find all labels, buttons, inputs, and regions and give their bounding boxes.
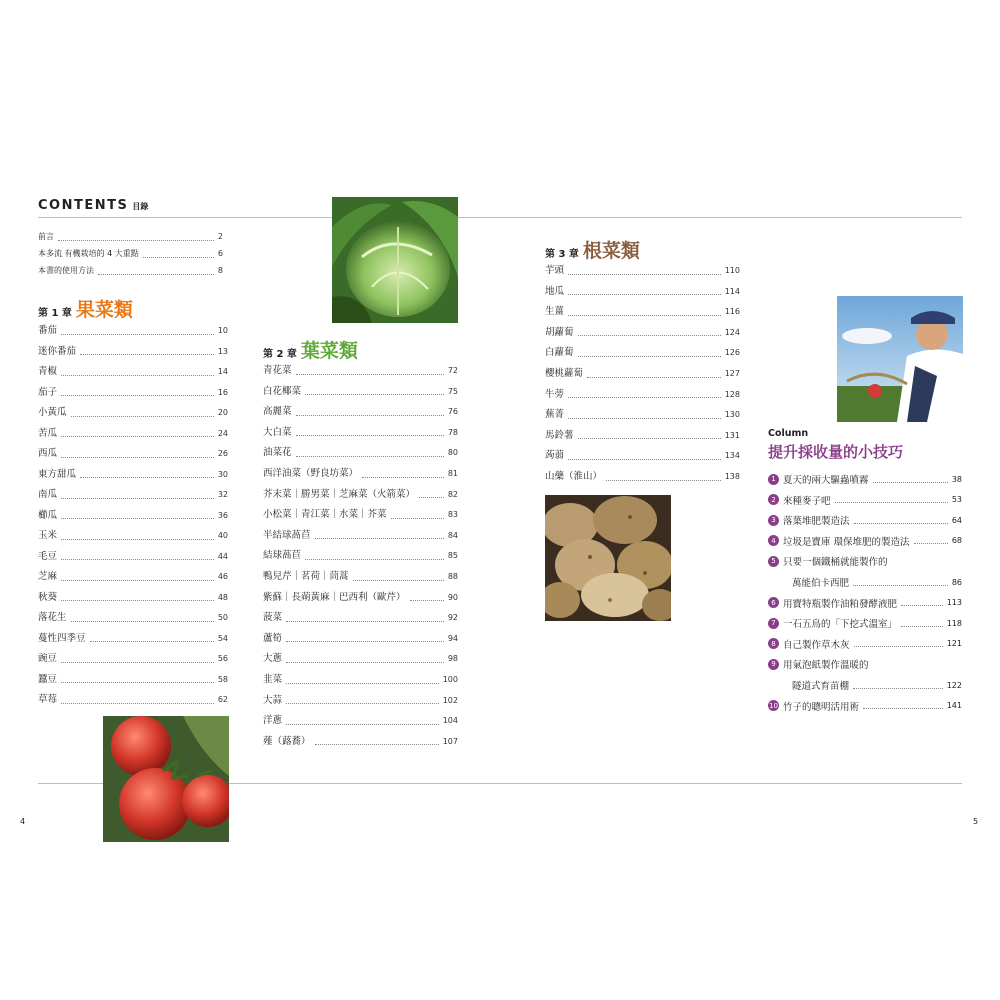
column-number-badge: 2 bbox=[768, 494, 779, 505]
chapter2-title: 葉菜類 bbox=[300, 340, 358, 362]
chapter2-item-label: 半結球萵苣 bbox=[263, 529, 311, 541]
leader-dots bbox=[61, 375, 214, 376]
column-item[interactable] bbox=[768, 616, 962, 630]
chapter2-item-page: 98 bbox=[447, 654, 458, 664]
leader-dots bbox=[61, 600, 214, 601]
leader-dots bbox=[568, 418, 721, 419]
column-item[interactable] bbox=[768, 637, 962, 651]
chapter1-item-label: 蠶豆 bbox=[38, 673, 58, 685]
chapter2-item[interactable] bbox=[263, 489, 458, 501]
chapter1-item[interactable] bbox=[38, 633, 228, 645]
chapter2-item-label: 青花菜 bbox=[263, 365, 292, 376]
leader-dots bbox=[315, 538, 444, 539]
intro-item[interactable] bbox=[38, 248, 223, 260]
leader-dots bbox=[61, 457, 214, 458]
chapter1-item[interactable] bbox=[38, 407, 228, 419]
chapter1-item-label: 南瓜 bbox=[38, 489, 58, 500]
chapter3-item[interactable] bbox=[545, 286, 740, 298]
leader-dots bbox=[71, 621, 214, 622]
chapter3-item[interactable] bbox=[545, 306, 740, 318]
chapter3-item[interactable] bbox=[545, 347, 740, 359]
leader-dots bbox=[391, 518, 444, 519]
leader-dots bbox=[568, 294, 721, 295]
leader-dots bbox=[362, 477, 444, 478]
chapter2-item-page: 81 bbox=[447, 469, 458, 478]
leader-dots bbox=[296, 374, 444, 375]
chapter1-item[interactable] bbox=[38, 530, 228, 542]
column-item-label: 垃圾是寶庫 環保堆肥的製造法 bbox=[783, 536, 910, 548]
column-number-badge: 6 bbox=[768, 597, 779, 608]
intro-item-label: 本書的使用方法 bbox=[38, 266, 94, 275]
leader-dots bbox=[568, 274, 721, 275]
leader-dots bbox=[98, 274, 214, 275]
leader-dots bbox=[568, 459, 721, 460]
leader-dots bbox=[143, 257, 214, 258]
chapter1-item-label: 秋葵 bbox=[38, 591, 58, 603]
chapter1-item[interactable] bbox=[38, 510, 228, 522]
column-item-label: 竹子的聰明活用術 bbox=[783, 701, 860, 713]
leader-dots bbox=[353, 580, 444, 581]
chapter1-item[interactable] bbox=[38, 346, 228, 358]
chapter1-item[interactable] bbox=[38, 592, 228, 604]
chapter1-item-page: 56 bbox=[217, 654, 228, 663]
chapter2-item-page: 94 bbox=[447, 633, 458, 643]
chapter3-heading bbox=[545, 236, 640, 263]
chapter2-item[interactable] bbox=[263, 550, 458, 562]
chapter2-item-page: 84 bbox=[447, 530, 458, 540]
chapter2-item-label: 結球萵苣 bbox=[263, 550, 302, 562]
chapter1-item[interactable] bbox=[38, 612, 228, 624]
column-item-page: 113 bbox=[946, 598, 962, 608]
chapter2-item[interactable] bbox=[263, 530, 458, 542]
chapter3-item[interactable] bbox=[545, 327, 740, 339]
chapter2-item[interactable] bbox=[263, 406, 458, 418]
chapter2-item-page: 72 bbox=[447, 366, 458, 375]
chapter1-item[interactable] bbox=[38, 694, 228, 706]
chapter2-item-page: 107 bbox=[442, 736, 458, 746]
chapter2-item-page: 90 bbox=[447, 592, 458, 602]
chapter3-item-page: 131 bbox=[724, 430, 740, 440]
chapter2-item-page: 76 bbox=[447, 407, 458, 417]
leader-dots bbox=[61, 539, 214, 540]
column-number-badge: 8 bbox=[768, 638, 779, 649]
column-item-label: 萬能伯卡西肥 bbox=[792, 578, 850, 589]
leader-dots bbox=[296, 415, 444, 416]
chapter2-item-page: 88 bbox=[447, 572, 458, 581]
chapter2-item-label: 鴨兒芹｜茗荷｜茼蒿 bbox=[263, 571, 349, 582]
column-item-label: 一石五鳥的「下挖式溫室」 bbox=[783, 619, 898, 631]
intro-item-label: 本多流 有機栽培的 4 大重點 bbox=[38, 249, 139, 258]
intro-item[interactable] bbox=[38, 231, 223, 243]
column-item[interactable] bbox=[768, 678, 962, 692]
chapter3-item-label: 生薑 bbox=[545, 306, 565, 318]
chapter1-item-label: 東方甜瓜 bbox=[38, 468, 77, 480]
leader-dots bbox=[90, 641, 214, 642]
chapter1-item-label: 玉米 bbox=[38, 530, 58, 541]
leader-dots bbox=[578, 438, 721, 439]
leader-dots bbox=[315, 744, 439, 745]
column-item-page: 86 bbox=[951, 577, 962, 587]
chapter1-item-page: 10 bbox=[217, 326, 228, 335]
chapter1-item[interactable] bbox=[38, 674, 228, 686]
chapter2-item[interactable] bbox=[263, 509, 458, 521]
leader-dots bbox=[835, 502, 948, 503]
column-item[interactable] bbox=[768, 534, 962, 548]
column-number-badge: 9 bbox=[768, 659, 779, 670]
leader-dots bbox=[853, 585, 948, 586]
column-number-badge: 5 bbox=[768, 556, 779, 567]
chapter2-item-label: 小松菜｜青江菜｜水菜｜芥菜 bbox=[263, 509, 387, 521]
chapter1-item-page: 62 bbox=[217, 695, 228, 704]
chapter3-item-label: 馬鈴薯 bbox=[545, 429, 574, 441]
leader-dots bbox=[286, 641, 444, 642]
top-rule-left bbox=[38, 217, 332, 218]
column-number-badge: 3 bbox=[768, 515, 779, 526]
chapter3-item-label: 蒟蒻 bbox=[545, 450, 565, 462]
chapter2-item[interactable] bbox=[263, 612, 458, 624]
column-item[interactable] bbox=[768, 699, 962, 713]
farmer-photo bbox=[837, 296, 963, 422]
chapter1-item-page: 40 bbox=[217, 531, 228, 540]
leader-dots bbox=[61, 682, 214, 683]
leader-dots bbox=[61, 436, 214, 437]
column-item-page: 68 bbox=[951, 536, 962, 546]
leader-dots bbox=[61, 334, 214, 335]
chapter3-item[interactable] bbox=[545, 430, 740, 442]
leader-dots bbox=[914, 543, 948, 544]
column-label: Column bbox=[768, 428, 809, 439]
top-rule-right bbox=[458, 217, 962, 218]
chapter3-item-label: 牛蒡 bbox=[545, 388, 565, 400]
chapter1-item-page: 20 bbox=[217, 408, 228, 417]
chapter1-item[interactable] bbox=[38, 551, 228, 563]
column-number-badge: 1 bbox=[768, 474, 779, 485]
leader-dots bbox=[286, 683, 439, 684]
leader-dots bbox=[863, 708, 943, 709]
chapter3-item-page: 134 bbox=[724, 451, 740, 461]
chapter1-item-label: 豌豆 bbox=[38, 653, 58, 664]
leader-dots bbox=[568, 315, 721, 316]
chapter2-item[interactable] bbox=[263, 468, 458, 480]
chapter2-item-label: 紫蘇｜長蒴黃麻｜巴西利（歐芹） bbox=[263, 591, 406, 603]
chapter1-item-label: 西瓜 bbox=[38, 448, 58, 459]
chapter2-item-label: 韭菜 bbox=[263, 674, 283, 685]
chapter3-number: 第 3 章 bbox=[545, 249, 579, 260]
leader-dots bbox=[901, 605, 943, 606]
column-item-page: 121 bbox=[946, 639, 962, 649]
leader-dots bbox=[901, 626, 943, 627]
chapter1-item-page: 30 bbox=[217, 469, 228, 479]
column-number-badge: 10 bbox=[769, 701, 778, 710]
intro-item[interactable] bbox=[38, 265, 223, 277]
column-number-badge: 4 bbox=[768, 535, 779, 546]
chapter1-item[interactable] bbox=[38, 325, 228, 337]
chapter2-item-page: 80 bbox=[447, 448, 458, 458]
column-item-label: 用寶特瓶製作油粕發酵液肥 bbox=[783, 598, 898, 610]
chapter1-item-page: 13 bbox=[217, 346, 228, 356]
chapter2-item-label: 大白菜 bbox=[263, 426, 292, 438]
tomato-photo bbox=[103, 716, 229, 842]
chapter3-item-label: 胡蘿蔔 bbox=[545, 326, 574, 338]
chapter1-item[interactable] bbox=[38, 387, 228, 399]
chapter1-item-label: 芝麻 bbox=[38, 571, 58, 582]
chapter2-item-label: 芥末菜｜勝男菜｜芝麻菜（火箭菜） bbox=[263, 488, 416, 500]
chapter2-item[interactable] bbox=[263, 365, 458, 377]
intro-item-label: 前言 bbox=[38, 232, 54, 241]
chapter1-item[interactable] bbox=[38, 469, 228, 481]
chapter3-item[interactable] bbox=[545, 409, 740, 421]
chapter2-item-label: 蘆筍 bbox=[263, 632, 283, 644]
column-title: 提升採收量的小技巧 bbox=[768, 443, 904, 461]
column-item-label: 用氣泡紙製作溫暖的 bbox=[783, 660, 869, 672]
leader-dots bbox=[578, 335, 721, 336]
leader-dots bbox=[286, 703, 439, 704]
chapter2-item-label: 薤（蕗蕎） bbox=[263, 735, 311, 747]
chapter1-item-page: 16 bbox=[217, 387, 228, 397]
chapter2-item[interactable] bbox=[263, 386, 458, 398]
column-item[interactable] bbox=[768, 513, 962, 527]
chapter1-item-label: 小黃瓜 bbox=[38, 407, 67, 418]
chapter3-item[interactable] bbox=[545, 471, 740, 483]
chapter3-item-page: 128 bbox=[724, 389, 740, 399]
chapter1-item-page: 54 bbox=[217, 633, 228, 643]
column-item[interactable] bbox=[768, 657, 962, 671]
leader-dots bbox=[61, 580, 214, 581]
chapter1-item-label: 草莓 bbox=[38, 694, 58, 705]
chapter3-item[interactable] bbox=[545, 265, 740, 277]
chapter1-title: 果菜類 bbox=[75, 299, 133, 321]
leader-dots bbox=[578, 356, 721, 357]
chapter2-item-label: 白花椰菜 bbox=[263, 385, 302, 397]
chapter3-item-page: 126 bbox=[724, 348, 740, 358]
chapter1-item-page: 58 bbox=[217, 674, 228, 684]
chapter3-item-label: 蕪菁 bbox=[545, 409, 565, 421]
page-number-left: 4 bbox=[20, 817, 26, 826]
column-item[interactable] bbox=[768, 472, 962, 486]
column-item-page: 118 bbox=[946, 618, 962, 628]
chapter2-item-label: 洋蔥 bbox=[263, 715, 283, 727]
chapter2-heading bbox=[263, 336, 358, 363]
chapter2-item-label: 大蔥 bbox=[263, 653, 283, 665]
chapter1-item[interactable] bbox=[38, 571, 228, 583]
column-item-label: 落葉堆肥製造法 bbox=[783, 516, 850, 528]
chapter1-heading bbox=[38, 295, 133, 322]
chapter2-item-label: 大蒜 bbox=[263, 694, 283, 706]
leader-dots bbox=[587, 377, 721, 378]
chapter2-item-page: 85 bbox=[447, 551, 458, 561]
leader-dots bbox=[61, 395, 214, 396]
leader-dots bbox=[854, 646, 943, 647]
chapter3-item-page: 138 bbox=[724, 472, 740, 481]
leader-dots bbox=[286, 662, 444, 663]
chapter3-title: 根菜類 bbox=[582, 240, 640, 262]
leader-dots bbox=[58, 240, 214, 241]
contents-subtitle: 目錄 bbox=[132, 202, 149, 211]
page-number-right: 5 bbox=[973, 817, 979, 826]
chapter2-item[interactable] bbox=[263, 571, 458, 583]
chapter3-item-page: 116 bbox=[724, 307, 740, 317]
column-item-page: 122 bbox=[946, 680, 962, 690]
leader-dots bbox=[80, 354, 214, 355]
chapter1-item[interactable] bbox=[38, 448, 228, 460]
chapter1-item-page: 36 bbox=[217, 510, 228, 520]
leader-dots bbox=[286, 724, 439, 725]
leader-dots bbox=[305, 559, 444, 560]
chapter2-item[interactable] bbox=[263, 653, 458, 665]
leader-dots bbox=[296, 435, 444, 436]
leader-dots bbox=[61, 559, 214, 560]
chapter2-item-page: 83 bbox=[447, 510, 458, 520]
chapter1-item[interactable] bbox=[38, 653, 228, 665]
column-item[interactable] bbox=[768, 554, 962, 568]
leader-dots bbox=[61, 518, 214, 519]
chapter3-item[interactable] bbox=[545, 389, 740, 401]
leader-dots bbox=[853, 688, 943, 689]
chapter1-item-page: 48 bbox=[217, 592, 228, 602]
chapter1-item-page: 24 bbox=[217, 428, 228, 438]
intro-item-page: 2 bbox=[217, 232, 223, 241]
chapter3-item-page: 114 bbox=[724, 286, 740, 296]
chapter2-item[interactable] bbox=[263, 427, 458, 439]
leader-dots bbox=[61, 662, 214, 663]
chapter3-item-page: 110 bbox=[724, 266, 740, 275]
chapter1-item-page: 46 bbox=[217, 572, 228, 581]
column-item-label: 來種麥子吧 bbox=[783, 495, 831, 507]
leader-dots bbox=[568, 397, 721, 398]
chapter1-item-page: 14 bbox=[217, 367, 228, 376]
leader-dots bbox=[296, 456, 444, 457]
leader-dots bbox=[61, 498, 214, 499]
leader-dots bbox=[71, 416, 214, 417]
column-item-page: 38 bbox=[951, 474, 962, 484]
chapter2-item[interactable] bbox=[263, 695, 458, 707]
chapter2-item-page: 78 bbox=[447, 427, 458, 437]
chapter2-number: 第 2 章 bbox=[263, 349, 297, 360]
leader-dots bbox=[305, 394, 444, 395]
intro-item-page: 6 bbox=[217, 249, 223, 258]
chapter1-item-page: 44 bbox=[217, 551, 228, 561]
chapter2-item-page: 92 bbox=[447, 613, 458, 623]
leader-dots bbox=[61, 703, 214, 704]
column-item[interactable] bbox=[768, 596, 962, 610]
leader-dots bbox=[854, 523, 948, 524]
column-item-label: 只要一個鐵桶就能製作的 bbox=[783, 557, 888, 569]
chapter2-item[interactable] bbox=[263, 736, 458, 748]
chapter3-item[interactable] bbox=[545, 368, 740, 380]
intro-item-page: 8 bbox=[217, 266, 223, 275]
chapter2-item-page: 104 bbox=[442, 716, 458, 726]
chapter1-number: 第 1 章 bbox=[38, 308, 72, 319]
chapter2-item[interactable] bbox=[263, 715, 458, 727]
chapter1-item-page: 26 bbox=[217, 449, 228, 458]
chapter3-item-page: 130 bbox=[724, 410, 740, 420]
leader-dots bbox=[873, 482, 948, 483]
column-item-page: 64 bbox=[951, 515, 962, 525]
chapter1-item-label: 落花生 bbox=[38, 612, 67, 623]
leader-dots bbox=[80, 477, 214, 478]
column-item-label: 夏天的兩大驅蟲噴霧 bbox=[783, 475, 869, 486]
chapter1-item-label: 番茄 bbox=[38, 325, 58, 336]
chapter1-item-page: 32 bbox=[217, 490, 228, 499]
chapter3-item-label: 地瓜 bbox=[545, 285, 565, 297]
chapter2-item-label: 西洋油菜（野良坊菜） bbox=[263, 468, 359, 479]
chapter1-item-label: 迷你番茄 bbox=[38, 345, 77, 357]
leader-dots bbox=[286, 621, 444, 622]
chapter3-item[interactable] bbox=[545, 450, 740, 462]
chapter2-item-page: 100 bbox=[442, 675, 458, 684]
chapter1-item-label: 青椒 bbox=[38, 366, 58, 377]
column-item[interactable] bbox=[768, 493, 962, 507]
chapter2-item[interactable] bbox=[263, 592, 458, 604]
chapter2-item[interactable] bbox=[263, 674, 458, 686]
column-item-page: 141 bbox=[946, 701, 962, 711]
column-item-page: 53 bbox=[951, 495, 962, 505]
chapter2-item[interactable] bbox=[263, 633, 458, 645]
column-number-badge: 7 bbox=[768, 618, 779, 629]
chapter1-item[interactable] bbox=[38, 489, 228, 501]
column-item-label: 自己製作草木灰 bbox=[783, 639, 850, 651]
chapter2-item-page: 102 bbox=[442, 695, 458, 705]
contents-title: CONTENTS bbox=[38, 198, 129, 213]
chapter3-item-page: 124 bbox=[724, 327, 740, 337]
chapter3-item-label: 櫻桃蘿蔔 bbox=[545, 368, 584, 379]
chapter1-item-label: 蔓性四季豆 bbox=[38, 632, 86, 644]
leader-dots bbox=[606, 480, 721, 481]
chapter1-item[interactable] bbox=[38, 366, 228, 378]
cabbage-photo bbox=[332, 197, 458, 323]
chapter3-item-page: 127 bbox=[724, 369, 740, 378]
contents-header bbox=[38, 198, 148, 213]
chapter3-item-label: 山藥（淮山） bbox=[545, 471, 603, 482]
chapter2-item[interactable] bbox=[263, 447, 458, 459]
leader-dots bbox=[419, 497, 444, 498]
leader-dots bbox=[410, 600, 444, 601]
chapter3-item-label: 白蘿蔔 bbox=[545, 347, 574, 359]
column-item-label: 隧道式育苗棚 bbox=[792, 681, 850, 692]
chapter1-item-label: 苦瓜 bbox=[38, 427, 58, 439]
chapter2-item-label: 高麗菜 bbox=[263, 406, 292, 418]
chapter1-item-label: 茄子 bbox=[38, 386, 58, 398]
chapter1-item-label: 毛豆 bbox=[38, 550, 58, 562]
column-item[interactable] bbox=[768, 575, 962, 589]
potato-photo bbox=[545, 495, 671, 621]
chapter2-item-label: 油菜花 bbox=[263, 447, 292, 459]
chapter2-item-page: 75 bbox=[447, 386, 458, 396]
chapter3-item-label: 芋頭 bbox=[545, 265, 565, 276]
chapter2-item-label: 菠菜 bbox=[263, 612, 283, 624]
chapter1-item-page: 50 bbox=[217, 613, 228, 622]
chapter1-item-label: 櫛瓜 bbox=[38, 509, 58, 521]
chapter2-item-page: 82 bbox=[447, 489, 458, 499]
chapter1-item[interactable] bbox=[38, 428, 228, 440]
